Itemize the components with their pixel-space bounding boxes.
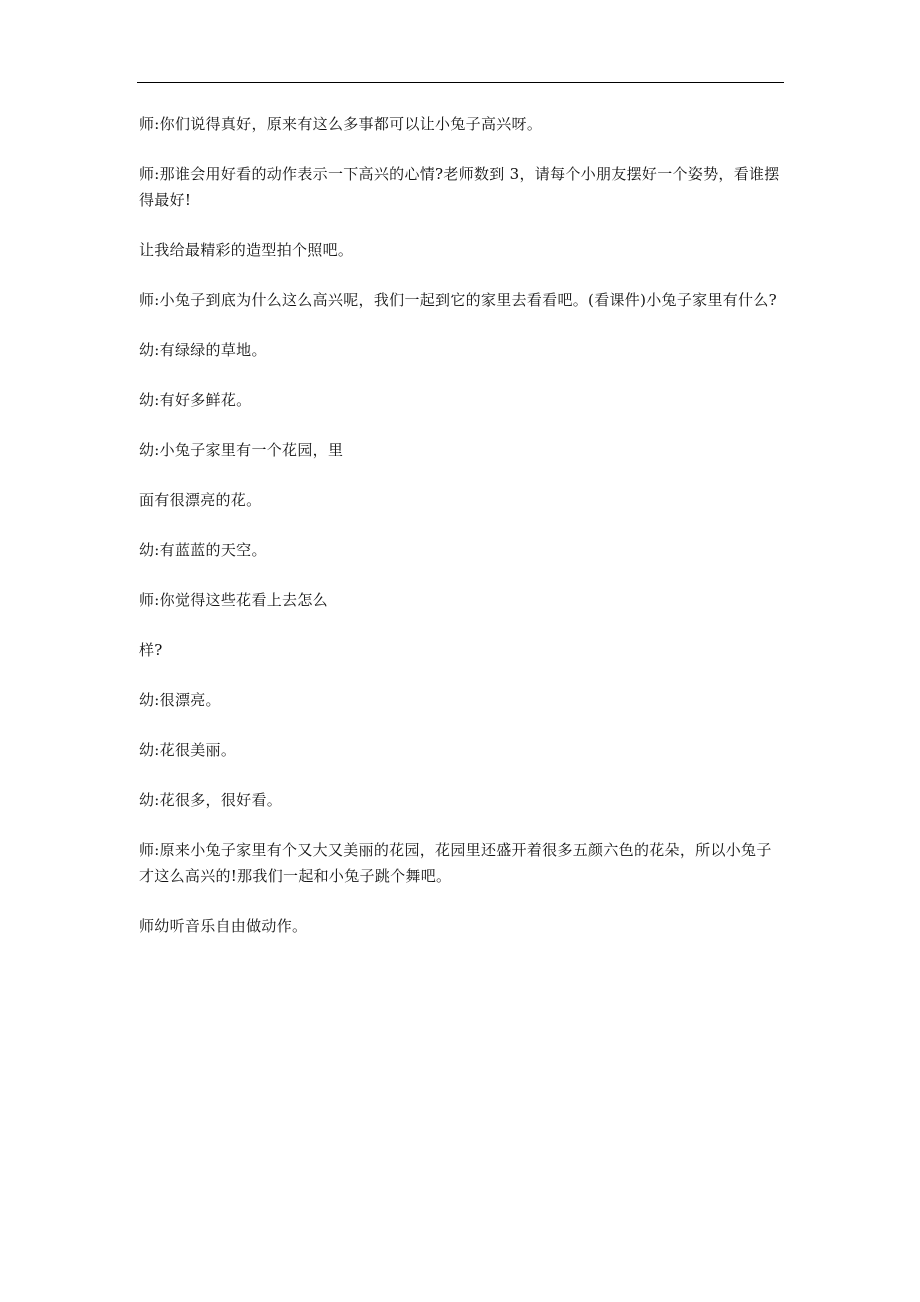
document-body (139, 111, 784, 963)
paragraph: 幼:花很多，很好看。 (139, 791, 283, 809)
paragraph: 幼:有蓝蓝的天空。 (139, 541, 267, 559)
paragraph: 师幼听音乐自由做动作。 (139, 917, 308, 935)
paragraph: 样? (139, 641, 163, 659)
header-rule (137, 82, 784, 83)
paragraph: 幼:小兔子家里有一个花园，里 (139, 441, 344, 459)
paragraph: 师:那谁会用好看的动作表示一下高兴的心情?老师数到 3，请每个小朋友摆好一个姿势，看谁摆得最好! (139, 165, 780, 209)
paragraph: 师:小兔子到底为什么这么高兴呢，我们一起到它的家里去看看吧。(看课件)小兔子家里有什么? (139, 291, 778, 309)
paragraph: 幼:有好多鲜花。 (139, 391, 252, 409)
paragraph: 幼:有绿绿的草地。 (139, 341, 267, 359)
paragraph: 让我给最精彩的造型拍个照吧。 (139, 241, 354, 259)
paragraph: 幼:花很美丽。 (139, 741, 237, 759)
paragraph: 师:原来小兔子家里有个又大又美丽的花园，花园里还盛开着很多五颜六色的花朵，所以小兔子才这么高兴的!那我们一起和小兔子跳个舞吧。 (139, 841, 772, 885)
paragraph: 幼:很漂亮。 (139, 691, 221, 709)
paragraph: 面有很漂亮的花。 (139, 491, 262, 509)
paragraph: 师:你们说得真好，原来有这么多事都可以让小兔子高兴呀。 (139, 115, 543, 133)
paragraph: 师:你觉得这些花看上去怎么 (139, 591, 328, 609)
